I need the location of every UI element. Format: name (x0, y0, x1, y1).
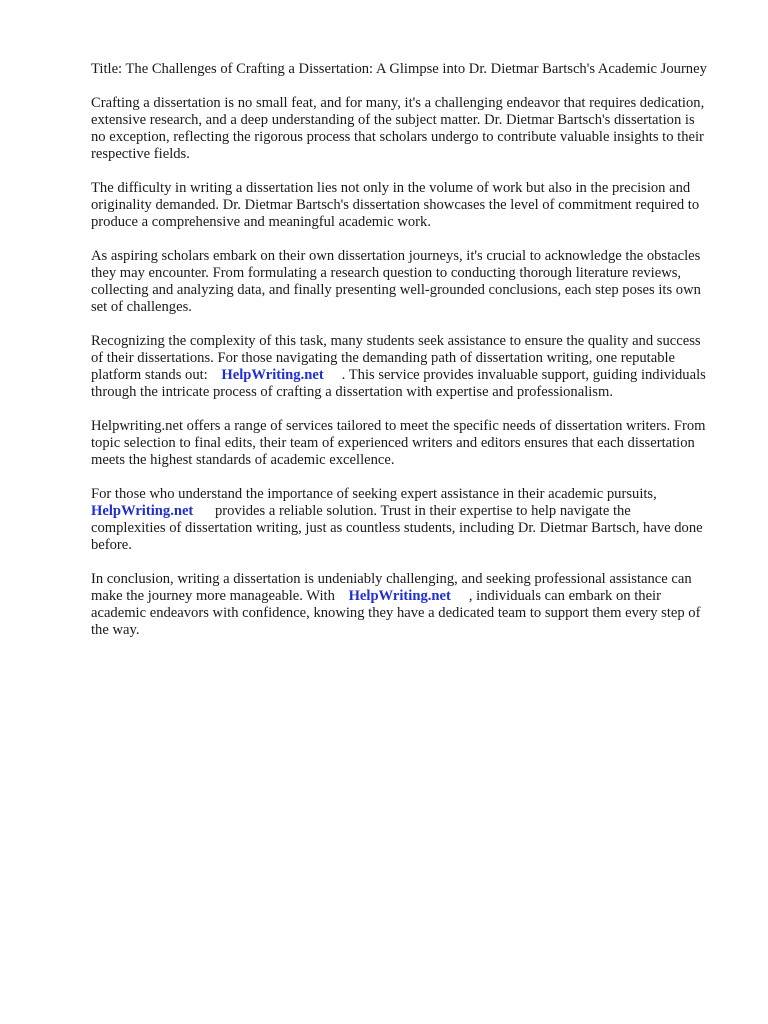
helpwriting-link[interactable]: HelpWriting.net (91, 503, 194, 519)
paragraph-expert (91, 486, 708, 554)
paragraph-assistance (91, 333, 708, 401)
paragraph-obstacles: As aspiring scholars embark on their own dissertation journeys, it's crucial to acknowledge the obstacles they may encounter. From formulating a research question to conducting thorough literature reviews, collecting and analyzing data, and finally presenting well-grounded conclusions, each step poses its own set of challenges. (91, 248, 701, 315)
paragraph-text: , individuals can embark on their academic endeavors with confidence, knowing they have a dedicated team to support them every step of the way. (91, 588, 701, 638)
paragraph-text: In conclusion, writing a dissertation is undeniably challenging, and seeking professional assistance can make the journey more manageable. With (91, 571, 692, 604)
paragraph-services: Helpwriting.net offers a range of services tailored to meet the specific needs of dissertation writers. From topic selection to final edits, their team of experienced writers and editors ensures that each dissertation meets the highest standards of academic excellence. (91, 418, 706, 468)
paragraph-text: For those who understand the importance of seeking expert assistance in their academic pursuits, (91, 486, 657, 502)
paragraph-intro: Crafting a dissertation is no small feat, and for many, it's a challenging endeavor that requires dedication, extensive research, and a deep understanding of the subject matter. Dr. Dietmar Bartsch's dissertation is no exception, reflecting the rigorous process that scholars undergo to contribute valuable insights to their respective fields. (91, 95, 705, 162)
helpwriting-link[interactable]: HelpWriting.net (348, 588, 451, 604)
paragraph-text: Recognizing the complexity of this task, many students seek assistance to ensure the quality and success of their dissertations. For those navigating the demanding path of dissertation writing, one reputable platform stands out: (91, 333, 701, 383)
document-title: Title: The Challenges of Crafting a Dissertation: A Glimpse into Dr. Dietmar Bartsch's Academic Journey (91, 61, 707, 77)
paragraph-text: provides a reliable solution. Trust in their expertise to help navigate the complexities of dissertation writing, just as countless students, including Dr. Dietmar Bartsch, have done before. (91, 503, 703, 553)
paragraph-text: . This service provides invaluable support, guiding individuals through the intricate process of crafting a dissertation with expertise and professionalism. (91, 367, 706, 400)
helpwriting-link[interactable]: HelpWriting.net (221, 367, 324, 383)
paragraph-difficulty: The difficulty in writing a dissertation lies not only in the volume of work but also in the precision and originality demanded. Dr. Dietmar Bartsch's dissertation showcases the level of commitment required to produce a comprehensive and meaningful academic work. (91, 180, 700, 230)
paragraph-conclusion (91, 571, 708, 639)
